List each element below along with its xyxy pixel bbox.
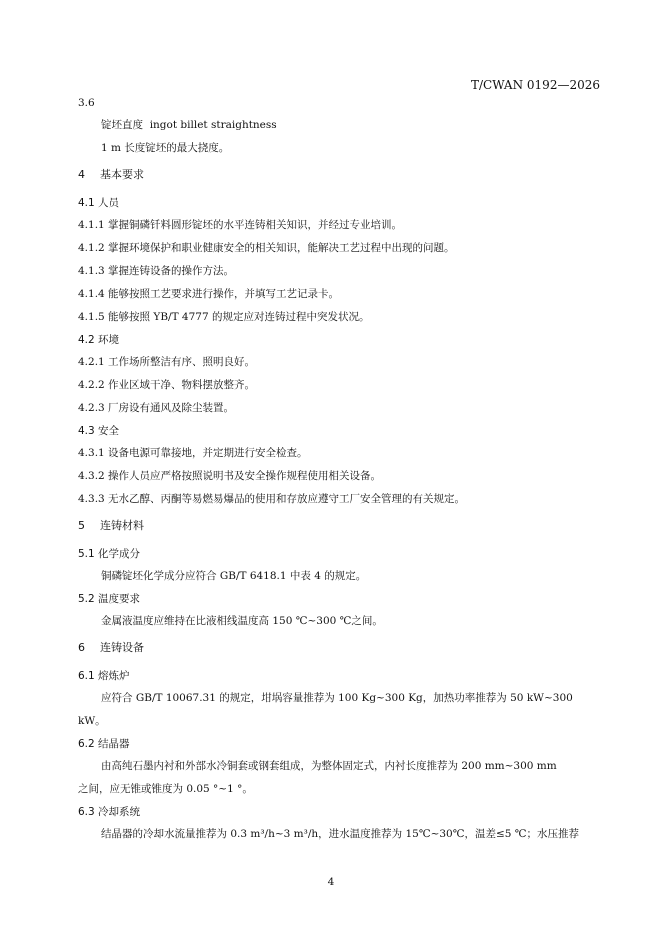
term-definition: 1 m 长度锭坯的最大挠度。	[101, 142, 230, 154]
subsection-heading-4-1: 4.1 人员	[78, 197, 120, 209]
subsection-heading-4-2: 4.2 环境	[78, 334, 120, 346]
clause-4-1-4: 4.1.4 能够按照工艺要求进行操作，并填写工艺记录卡。	[78, 288, 340, 300]
section-number: 5	[78, 519, 85, 532]
clause-5-1-body: 铜磷锭坯化学成分应符合 GB/T 6418.1 中表 4 的规定。	[101, 570, 367, 582]
subsection-heading-4-3: 4.3 安全	[78, 425, 120, 437]
clause-4-3-2: 4.3.2 操作人员应严格按照说明书及安全操作规程使用相关设备。	[78, 470, 382, 482]
clause-4-3-3: 4.3.3 无水乙醇、丙酮等易燃易爆品的使用和存放应遵守工厂安全管理的有关规定。	[78, 493, 466, 505]
page-number: 4	[327, 876, 335, 888]
term-english: ingot billet straightness	[149, 119, 277, 131]
section-number: 4	[78, 168, 85, 181]
clause-5-2-body: 金属液温度应维持在比液相线温度高 150 ℃~300 ℃之间。	[101, 615, 383, 627]
section-heading-5	[78, 519, 600, 532]
document-code-header: T/CWAN 0192—2026	[470, 78, 600, 92]
subsection-heading-5-2: 5.2 温度要求	[78, 593, 141, 605]
clause-6-2-line1: 由高纯石墨内衬和外部水冷铜套或钢套组成，为整体固定式，内衬长度推荐为 200 mm~300 mm	[101, 760, 557, 772]
clause-4-1-3: 4.1.3 掌握连铸设备的操作方法。	[78, 265, 235, 277]
subsection-heading-6-2: 6.2 结晶器	[78, 738, 130, 750]
clause-4-1-2: 4.1.2 掌握环境保护和职业健康安全的相关知识，能解决工艺过程中出现的问题。	[78, 242, 455, 254]
clause-4-2-3: 4.2.3 厂房设有通风及除尘装置。	[78, 402, 235, 414]
term-chinese: 锭坯直度	[101, 119, 143, 131]
clause-4-1-5: 4.1.5 能够按照 YB/T 4777 的规定应对连铸过程中突发状况。	[78, 311, 370, 323]
clause-6-1-line2: kW。	[78, 715, 106, 727]
subsection-heading-6-1: 6.1 熔炼炉	[78, 670, 130, 682]
section-heading-6	[78, 641, 600, 654]
subsection-heading-5-1: 5.1 化学成分	[78, 548, 141, 560]
section-title: 基本要求	[100, 168, 144, 181]
section-number: 6	[78, 641, 85, 654]
section-heading-4	[78, 168, 600, 181]
document-body	[78, 97, 600, 841]
clause-4-1-1: 4.1.1 掌握铜磷钎料圆形锭坯的水平连铸相关知识，并经过专业培训。	[78, 219, 403, 231]
clause-4-3-1: 4.3.1 设备电源可靠接地，并定期进行安全检查。	[78, 447, 308, 459]
section-title: 连铸设备	[100, 641, 144, 654]
clause-4-2-2: 4.2.2 作业区域干净、物料摆放整齐。	[78, 379, 256, 391]
clause-6-2-line2: 之间，应无锥或锥度为 0.05 °~1 °。	[78, 783, 253, 795]
clause-4-2-1: 4.2.1 工作场所整洁有序、照明良好。	[78, 356, 256, 368]
term-entry	[78, 119, 600, 132]
clause-6-1-line1: 应符合 GB/T 10067.31 的规定，坩埚容量推荐为 100 Kg~300 Kg，加热功率推荐为 50 kW~300	[101, 692, 573, 704]
section-title: 连铸材料	[100, 519, 144, 532]
clause-number-3-6: 3.6	[78, 97, 95, 109]
clause-6-3-line1: 结晶器的冷却水流量推荐为 0.3 m³/h~3 m³/h，进水温度推荐为 15℃~30℃，温差≤5 ℃；水压推荐	[101, 828, 580, 840]
subsection-heading-6-3: 6.3 冷却系统	[78, 806, 141, 818]
